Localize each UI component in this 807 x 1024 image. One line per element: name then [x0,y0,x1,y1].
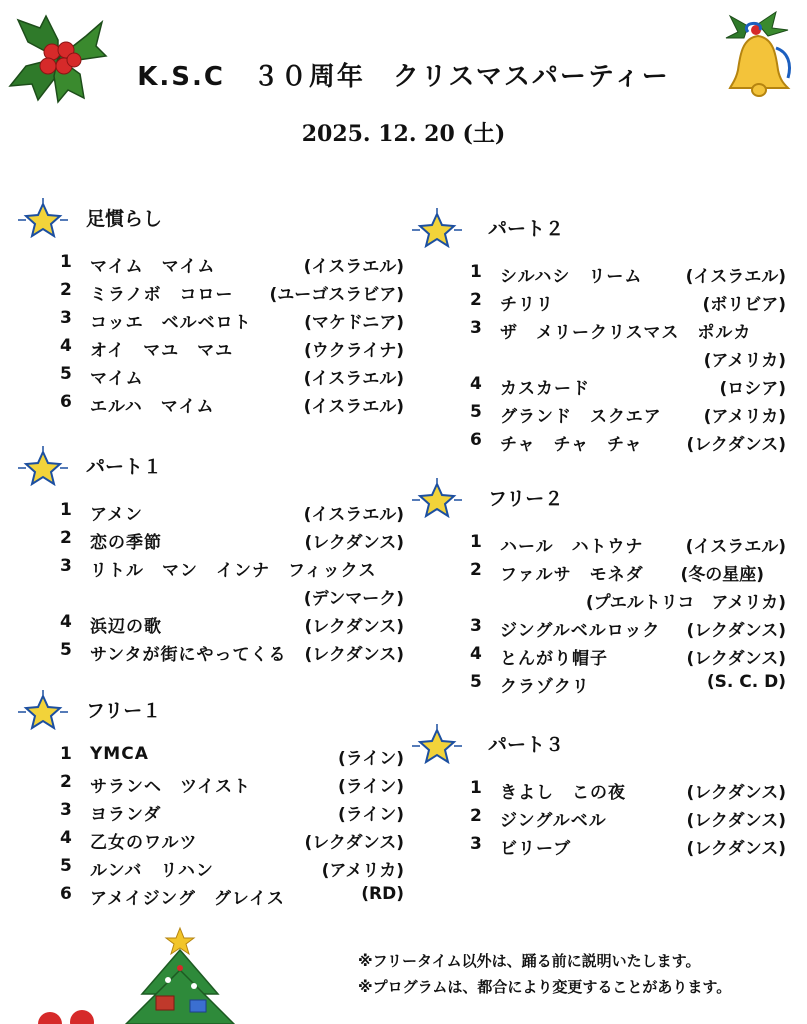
section-title: パート３ [488,734,565,756]
star-icon [408,724,466,764]
list-item-continuation: (アメリカ) [703,351,786,371]
list-item: 1 シルハシ リーム (イスラエル) [470,262,786,287]
list-item: 3 コッエ ベルベロト (マケドニア) [60,308,404,333]
list-item: 4 カスカード (ロシア) [470,374,786,399]
list-item: 4 乙女のワルツ (レクダンス) [60,828,404,853]
list-item-continuation: (デンマーク) [303,589,404,609]
section-title: パート１ [86,456,163,478]
list-item: 3 ジングルベルロック (レクダンス) [470,616,786,641]
list-item: 2 ミラノボ コロー (ユーゴスラビア) [60,280,404,305]
list-item-continuation: (プエルトリコ アメリカ) [585,593,786,613]
section-part2 [408,208,786,458]
list-item: 1 マイム マイム (イスラエル) [60,252,404,277]
list-item: 6 アメイジング グレイス (RD) [60,884,404,909]
section-header [408,724,786,758]
list-item: 3 ザ メリークリスマス ポルカ [470,318,752,343]
list-item: 5 サンタが街にやってくる (レクダンス) [60,640,404,665]
section-header [14,690,404,724]
section-part3 [408,724,786,862]
note-line: ※プログラムは、都合により変更することがあります。 [358,978,732,996]
list-item: 2 チリリ (ボリビア) [470,290,786,315]
list-item: 3 ビリーブ (レクダンス) [470,834,786,859]
list-item: 4 浜辺の歌 (レクダンス) [60,612,404,637]
section-title: フリー２ [488,488,564,510]
section-title: フリー１ [86,700,162,722]
list-item: 6 エルハ マイム (イスラエル) [60,392,404,417]
event-date: 2025. 12. 20 (土) [301,121,506,147]
section-free2 [408,478,786,700]
star-icon [408,208,466,248]
list-item: 5 クラゾクリ (S. C. D) [470,672,786,697]
star-icon [408,478,466,518]
list-item: 2 ファルサ モネダ (冬の星座) [470,560,764,585]
section-ashinarashi [14,198,404,420]
page-title: K.S.C ３０周年 クリスマスパーティー [137,62,670,92]
section-header [14,446,404,480]
section-title: パート２ [488,218,565,240]
star-icon [14,446,72,486]
list-item: 1 きよし この夜 (レクダンス) [470,778,786,803]
list-item: 4 とんがり帽子 (レクダンス) [470,644,786,669]
section-title: 足慣らし [86,208,163,230]
list-item: 1 アメン (イスラエル) [60,500,404,525]
star-icon [14,198,72,238]
section-header [408,478,786,512]
note-line: ※フリータイム以外は、踊る前に説明いたします。 [358,952,701,970]
list-item: 5 グランド スクエア (アメリカ) [470,402,786,427]
list-item: 3 ヨランダ (ライン) [60,800,404,825]
list-item: 6 チャ チャ チャ (レクダンス) [470,430,786,455]
list-item: 5 マイム (イスラエル) [60,364,404,389]
list-item: 2 恋の季節 (レクダンス) [60,528,404,553]
notes [358,948,731,1000]
section-header [408,208,786,242]
list-item: 4 オイ マユ マユ (ウクライナ) [60,336,404,361]
list-item: 5 ルンバ リハン (アメリカ) [60,856,404,881]
section-part1 [14,446,404,668]
list-item: 1 YMCA (ライン) [60,744,404,769]
christmas-tree-icon [30,924,250,1024]
list-item: 3 リトル マン インナ フィックス [60,556,377,581]
section-header [14,198,404,232]
list-item: 1 ハール ハトウナ (イスラエル) [470,532,786,557]
list-item: 2 サランヘ ツイスト (ライン) [60,772,404,797]
star-icon [14,690,72,730]
list-item: 2 ジングルベル (レクダンス) [470,806,786,831]
section-free1 [14,690,404,912]
